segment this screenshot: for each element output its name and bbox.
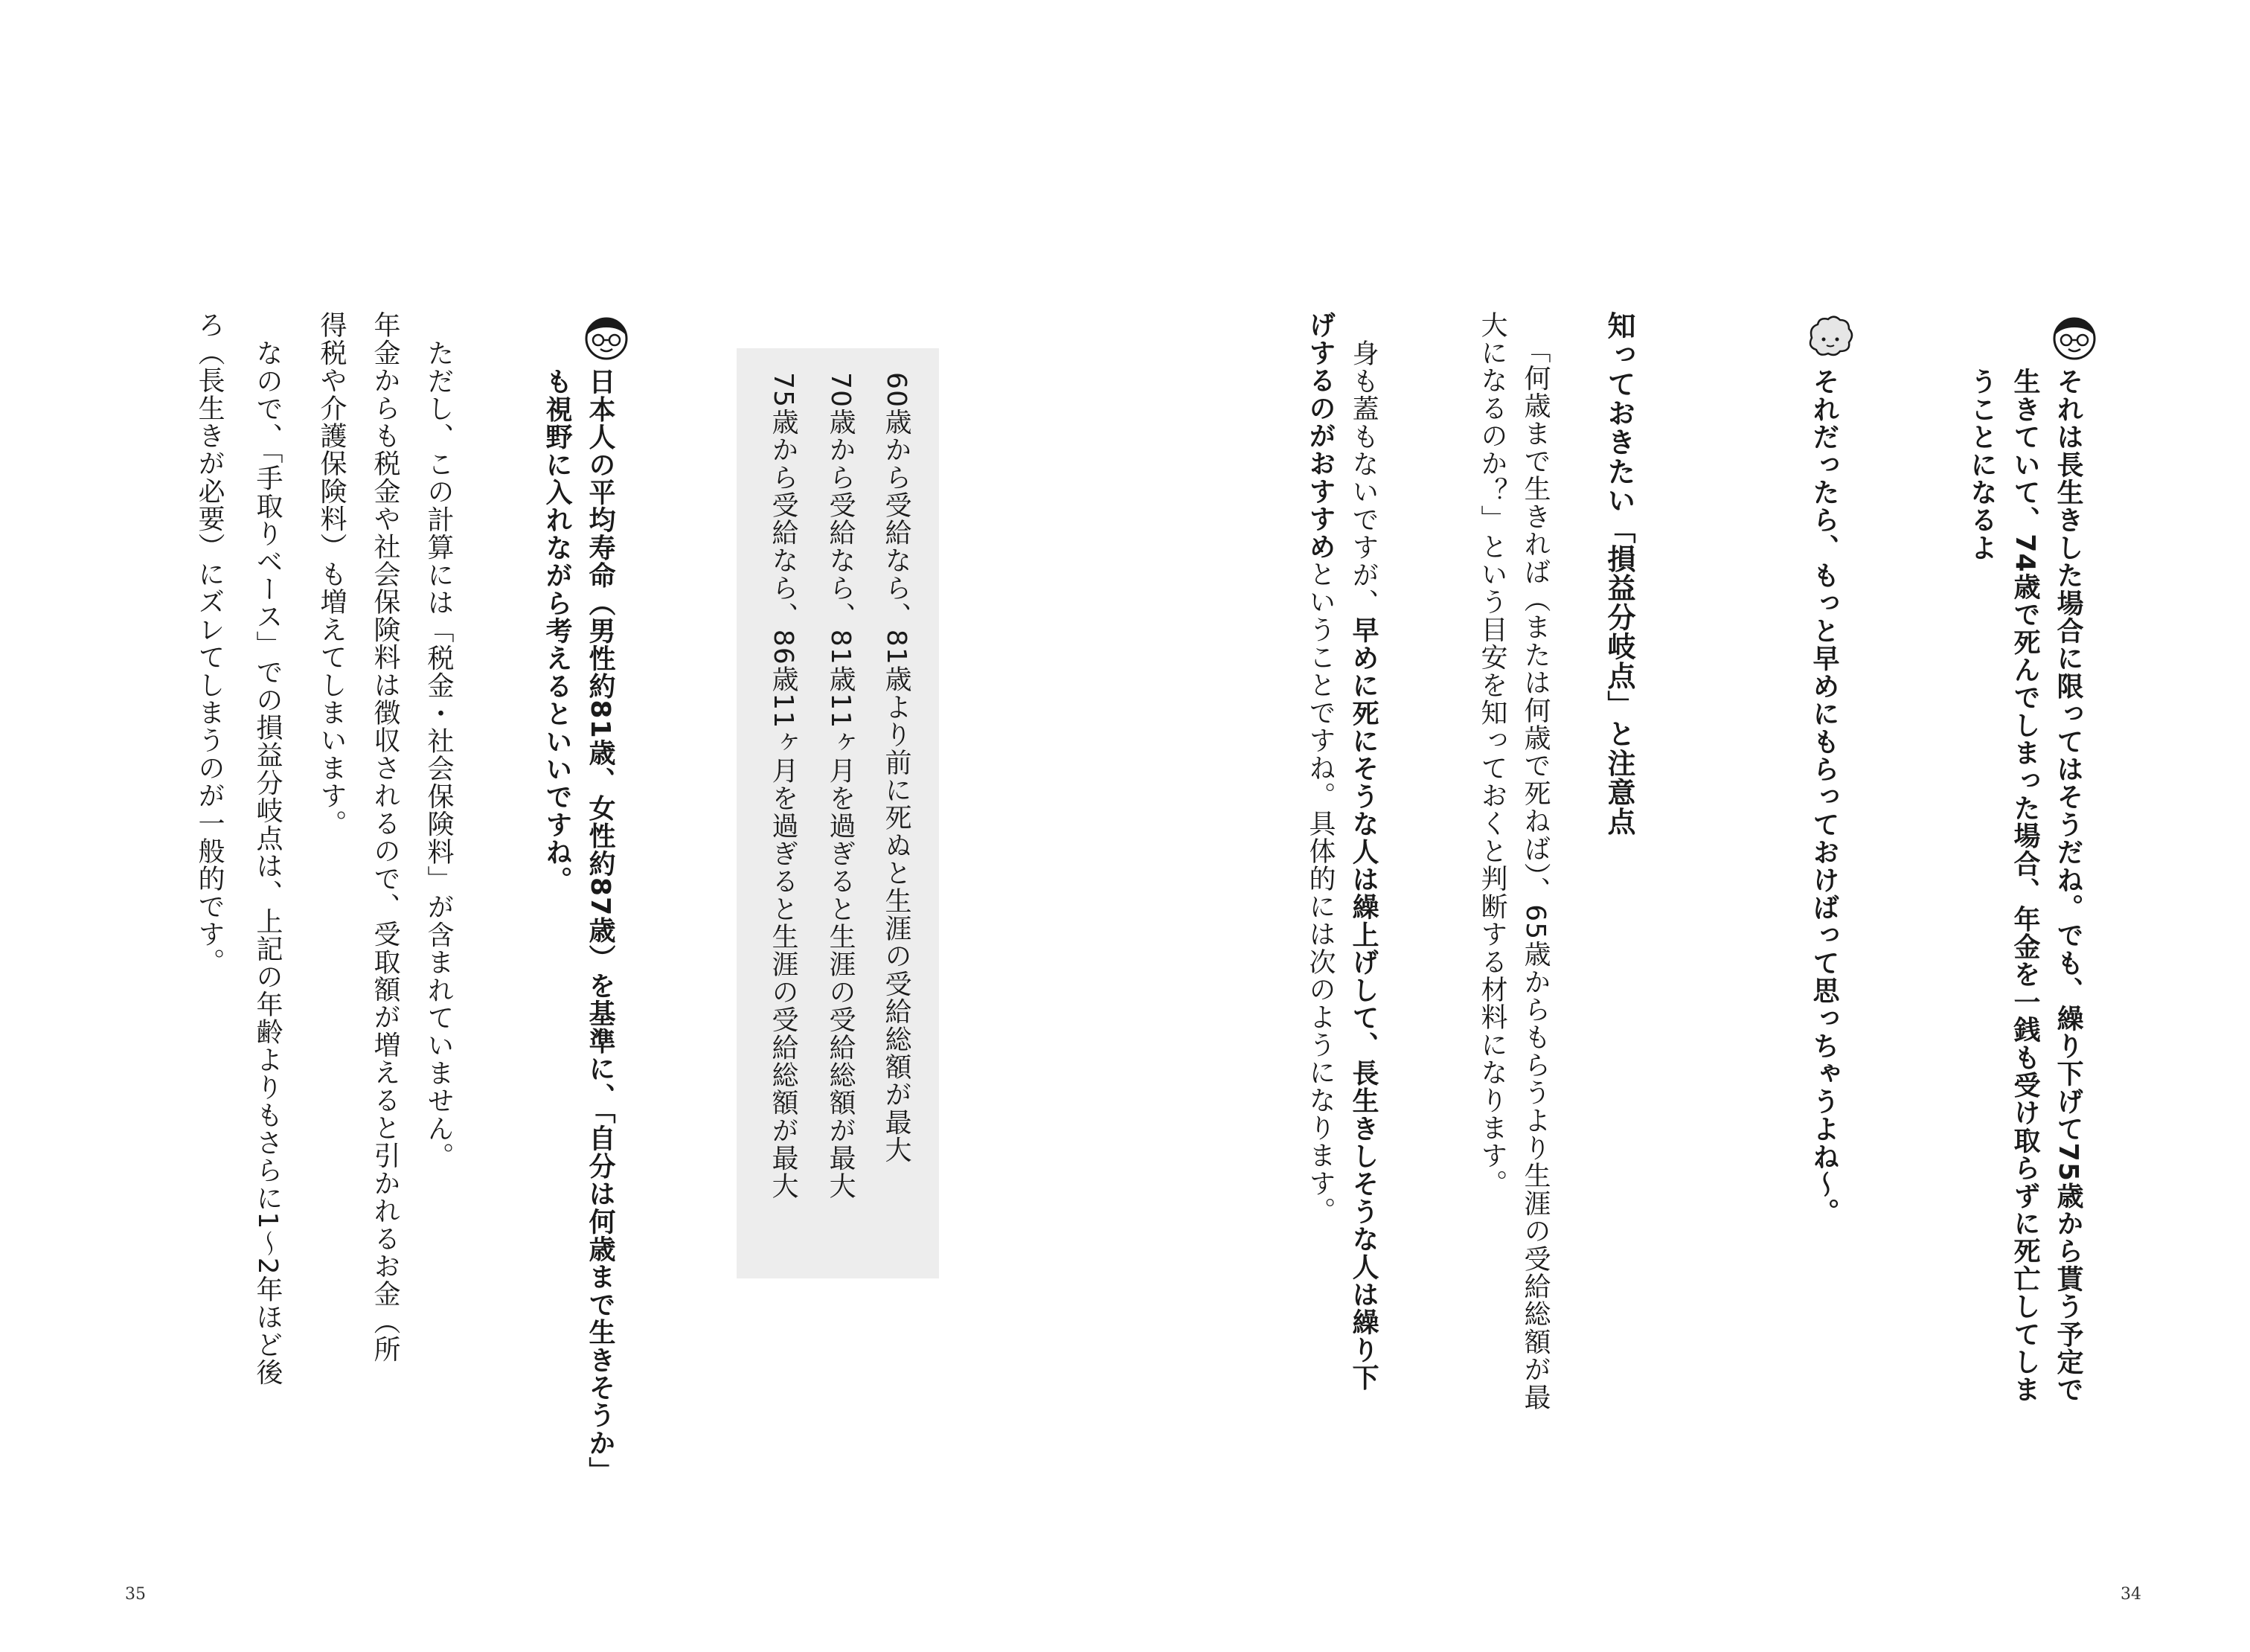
dialog-line: も視野に入れながら考えるといいですね。: [542, 368, 572, 894]
paragraph-line: 大になるのか？」という目安を知っておくと判断する材料になります。: [1477, 311, 1507, 1197]
paragraph-line: 年金からも税金や社会保険料は徴収されるので、受取額が増えると引かれるお金（所: [370, 311, 400, 1363]
section-heading: 知っておきたい「損益分岐点」と注意点: [1603, 311, 1635, 836]
box-line: 70歳から受給なら、81歳11ヶ月を過ぎると生涯の受給総額が最大: [825, 372, 856, 1200]
paragraph-line: ただし、この計算には「税金・社会保険料」が含まれていません。: [423, 339, 454, 1170]
avatar-glasses-icon: [582, 313, 631, 362]
paragraph-line: 得税や介護保険料）も増えてしまいます。: [316, 311, 347, 837]
paragraph-line: ろ（長生きが必要）にズレてしまうのが一般的です。: [194, 311, 225, 976]
paragraph-line: [1342, 339, 1385, 1392]
paragraph-line: なので、「手取りベース」での損益分岐点は、上記の年齢よりもさらに1〜2年ほど後: [252, 339, 283, 1386]
text-emphasis: 早めに死にそうな人は繰上げして、長生きしそうな人は繰り下: [1348, 616, 1379, 1392]
dialog-line: 日本人の平均寿命（男性約81歳、女性約87歳）を基準に、「自分は何歳まで生きそうか」: [585, 368, 615, 1485]
box-line: 75歳から受給なら、86歳11ヶ月を過ぎると生涯の受給総額が最大: [768, 372, 798, 1200]
box-line: 60歳から受給なら、81歳より前に死ぬと生涯の受給総額が最大: [881, 372, 911, 1164]
dialog-line: 生きていて、74歳で死んでしまった場合、年金を一銭も受け取らずに死亡してしま: [2010, 368, 2040, 1403]
text-emphasis: げするのがおすすめ: [1305, 311, 1336, 560]
page-number: 34: [2121, 1585, 2141, 1604]
text-normal: 身も蓋もないですが、: [1348, 339, 1379, 616]
avatar-curly-hair-icon: [1806, 313, 1855, 362]
page-number: 35: [125, 1585, 146, 1604]
avatar-glasses-icon: [2050, 313, 2099, 362]
text-normal: ということですね。具体的には次のようになります。: [1305, 560, 1336, 1225]
dialog-line: それだったら、もっと早めにもらっておけばって思っちゃうよね〜。: [1809, 368, 1839, 1226]
paragraph-line: 「何歳まで生きれば（または何歳で死ねば）、65歳からもらうより生涯の受給総額が最: [1520, 336, 1551, 1411]
dialog-line: うことになるよ: [1967, 368, 1997, 562]
dialog-line: それは長生きした場合に限ってはそうだね。でも、繰り下げて75歳から貰う予定で: [2053, 368, 2083, 1403]
paragraph-line: [1298, 311, 1342, 1225]
